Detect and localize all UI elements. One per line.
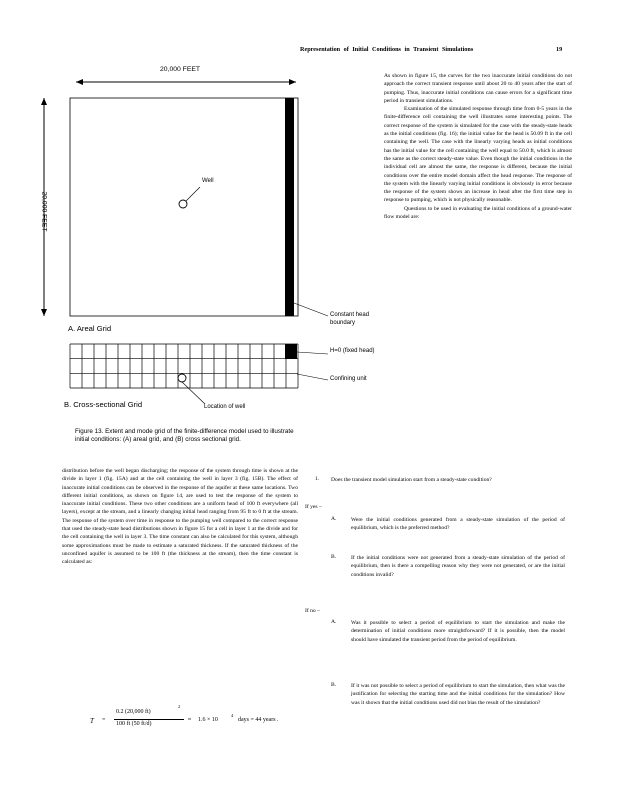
item-marker: B. <box>331 682 337 688</box>
paragraph: Questions to be used in evaluating the initial conditions of a ground-water flow model are: <box>384 205 572 221</box>
item-marker: B. <box>331 554 337 560</box>
equation-result-tail: days = 44 years . <box>238 717 279 723</box>
time-constant-equation <box>90 704 320 737</box>
cross-section-label: B. Cross-sectional Grid <box>64 400 143 409</box>
question-number: 1. <box>315 476 320 482</box>
left-column-text: distribution before the well began discharging; the response of the system through time is shown at the divide in layer 1 (fig. 15A) and at the cell containing the well in layer 3 (fig. 15B). The effect of inaccurate initial conditions can be observed in the response of the aquifer at these same locations. Two different initial conditions, as shown on figure 14, are used to test the response of the system to inaccurate initial conditions. These two other conditions are a uniform head of 100 ft everywhere (all layers), except at the stream, and a linearly changing initial head ranging from 95 ft to 0 ft at the stream. The response of the system over time in response to the pumping well compared to the correct response that used the steady-state head distributions shown in figure 15 for a cell in layer 1 at the divide and for the cell containing the well in layer 3. The time constant can also be calculated for this system, although some approximations must be made to estimate a saturated thickness. If the saturated thickness of the unconfined aquifer is assumed to be 100 ft (the thickness at the stream), then the time constant is calculated as: <box>62 468 298 566</box>
areal-grid-label: A. Areal Grid <box>68 324 112 333</box>
equals-sign: = <box>102 717 106 723</box>
equation-denominator: 100 ft (50 ft/d) <box>116 721 152 727</box>
question-1b: If the initial conditions were not generated from a steady-state simulation of the period of equilibrium, then is there a compelling reason why they were not generated, or are the initial conditions invalid? <box>351 555 565 578</box>
paragraph: Examination of the simulated response through time from 0-5 years in the finite-difference cell containing the well illustrates some interesting points. The correct response of the system is simulated for the case with the steady-state heads as the initial conditions (fig. 16); the initial value for the head is 50.09 ft in the cell containing the well. The case with the linearly varying heads as initial conditions has the initial value for the cell containing the well equal to 50.0 ft, which is almost the same as the correct steady-state value. Even though the initial conditions in the individual cell are almost the same, the response is different, because the initial conditions over the entire model domain affect the head response. The response of the system with the linearly varying initial conditions is obviously in error because the response of the system shows an increase in head after the first time step in response to pumping, which is not physically reasonable. <box>384 106 572 204</box>
running-title: Representation of Initial Conditions in Transient Simulations <box>300 46 474 53</box>
approx-sign: ≈ <box>188 717 192 723</box>
equation-numerator: 0.2 (20,000 ft) <box>116 709 151 715</box>
equation-result-exponent: 4 <box>231 713 234 718</box>
paragraph: As shown in figure 15, the curves for the two inaccurate initial conditions do not approach the correct transient response until about 20 to 40 years after the start of pumping. Thus, inaccurate initial conditions can cause errors for a significant time period in transient simulations. <box>384 73 572 104</box>
page-number: 19 <box>556 46 563 53</box>
equation-lhs: T <box>90 717 94 725</box>
if-no-label: If no – <box>305 608 320 614</box>
questions-list <box>305 470 575 790</box>
well-location-label: Location of well <box>204 404 246 410</box>
question-1a: Were the initial conditions generated from a steady-state simulation of the period of equilibrium, which is the preferred method? <box>351 517 565 532</box>
vertical-dimension-label: 20,000 FEET <box>40 191 48 232</box>
item-marker: A. <box>331 516 337 522</box>
equation-exponent: 2 <box>178 704 181 709</box>
figure-caption: Figure 13. Extent and mode grid of the finite-difference model used to illustrate initial conditions: (A) areal grid, and (B) cross sectional grid. <box>75 428 294 444</box>
right-column-text <box>384 72 572 221</box>
figure-13-drawing <box>28 58 368 428</box>
well-label: Well <box>202 178 214 184</box>
if-yes-label: If yes – <box>305 504 322 510</box>
question-1: Does the transient model simulation start from a steady-state condition? <box>331 477 492 483</box>
question-2a: Was it possible to select a period of equilibrium to start the simulation and make the determination of initial conditions more straightforward? If it is possible, then the model should have simulated the transient period from the period of equilibrium. <box>351 620 565 643</box>
fraction-bar <box>114 719 184 720</box>
item-marker: A. <box>331 619 337 625</box>
figure-13 <box>28 58 375 458</box>
constant-head-label: Constant head boundary <box>330 312 370 326</box>
equation-result: 1.6 × 10 <box>198 717 218 723</box>
fixed-head-label: H=0 (fixed head) <box>330 348 375 354</box>
confining-unit-label: Confining unit <box>330 376 367 382</box>
horizontal-dimension-label: 20,000 FEET <box>160 66 201 73</box>
question-2b: If it was not possible to select a period of equilibrium to start the simulation, then what was the justification for selecting the starting time and the initial conditions for the simulation? How was it shown that the initial conditions used did not bias the result of the simulation? <box>351 683 565 706</box>
